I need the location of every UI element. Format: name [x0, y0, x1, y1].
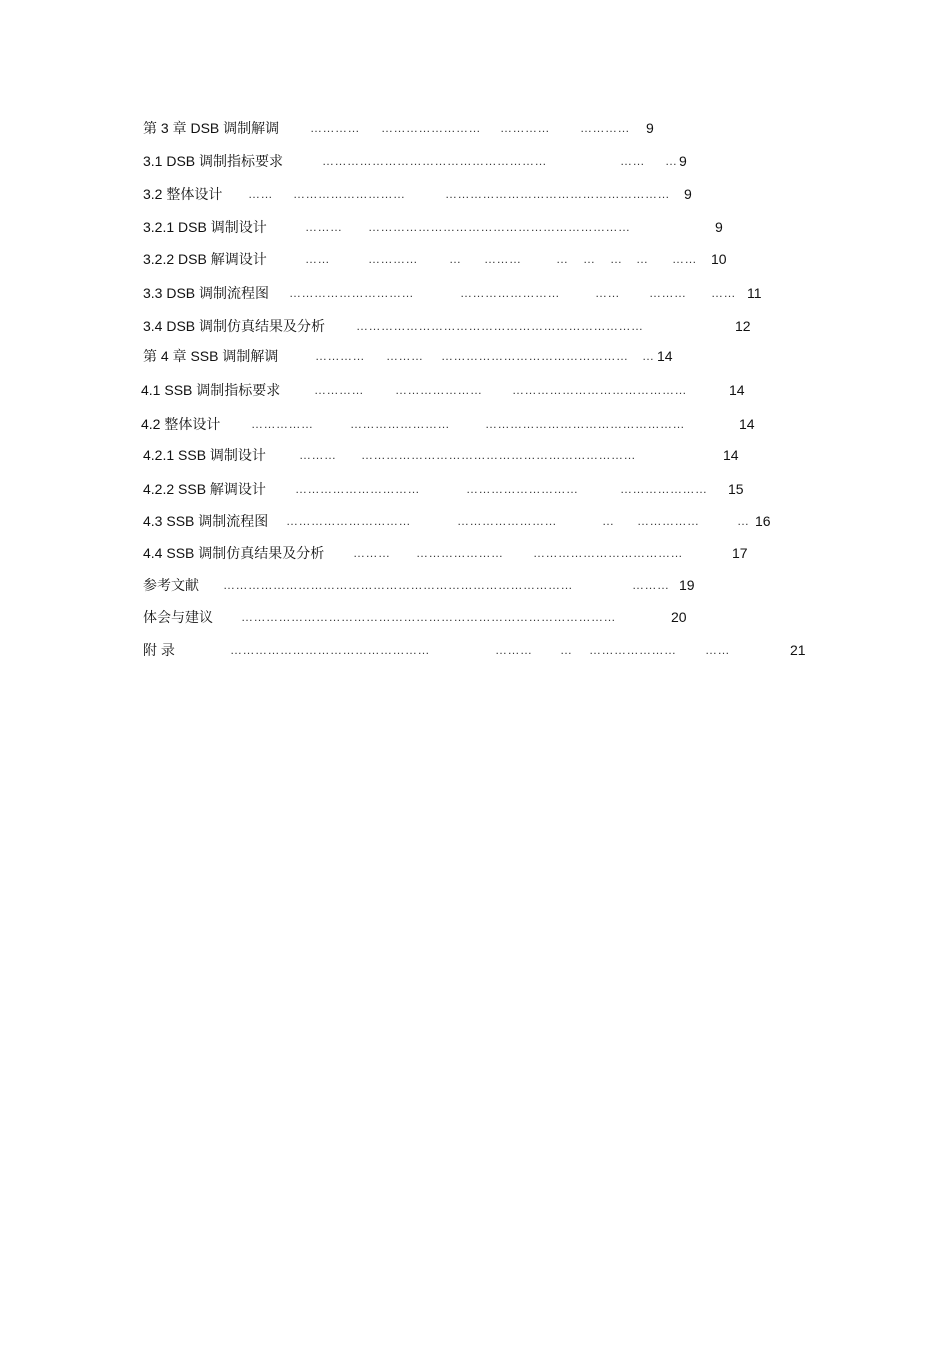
- toc-page-number: 16: [755, 513, 771, 529]
- toc-page-number: 19: [679, 577, 695, 593]
- dot-leader: …………………………………………………………: [361, 448, 636, 462]
- dot-leader: ………………………………: [533, 546, 683, 560]
- dot-leader: …: [665, 154, 678, 168]
- dot-leader: ………: [299, 448, 337, 462]
- toc-page-number: 10: [711, 251, 727, 267]
- dot-leader: ……………………: [460, 286, 560, 300]
- toc-page-number: 9: [679, 153, 687, 169]
- toc-page-number: 14: [739, 416, 755, 432]
- dot-leader: ………: [353, 546, 391, 560]
- toc-entry-title: 4.3 SSB 调制流程图: [143, 513, 269, 529]
- dot-leader: ……: [620, 154, 645, 168]
- dot-leader: …………: [368, 252, 418, 266]
- dot-leader: ………: [305, 220, 343, 234]
- toc-entry[interactable]: [0, 573, 950, 597]
- toc-entry[interactable]: [0, 378, 950, 402]
- dot-leader: …………: [315, 349, 365, 363]
- dot-leader: …: [642, 349, 655, 363]
- toc-entry-title: 3.4 DSB 调制仿真结果及分析: [143, 318, 326, 334]
- dot-leader: ……: [248, 187, 273, 201]
- toc-entry[interactable]: [0, 149, 950, 173]
- dot-leader: …………………………: [295, 482, 420, 496]
- dot-leader: ………………………………………………: [445, 187, 670, 201]
- toc-entry-title: 4.2.2 SSB 解调设计: [143, 481, 266, 497]
- dot-leader: ……: [305, 252, 330, 266]
- toc-entry-title: 4.1 SSB 调制指标要求: [141, 382, 281, 398]
- toc-entry-title: 3.2.2 DSB 解调设计: [143, 251, 267, 267]
- toc-entry[interactable]: [0, 412, 950, 436]
- dot-leader: …………………: [620, 482, 708, 496]
- dot-leader: …: [556, 252, 569, 266]
- dot-leader: …: [737, 514, 750, 528]
- toc-entry-title: 附 录: [143, 642, 175, 658]
- toc-entry-title: 4.4 SSB 调制仿真结果及分析: [143, 545, 325, 561]
- toc-page-number: 14: [723, 447, 739, 463]
- dot-leader: ……: [711, 286, 736, 300]
- toc-entry[interactable]: [0, 605, 950, 629]
- dot-leader: …………………………: [289, 286, 414, 300]
- dot-leader: …………………: [395, 383, 483, 397]
- dot-leader: ………: [649, 286, 687, 300]
- toc-entry[interactable]: [0, 215, 950, 239]
- toc-entry[interactable]: [0, 247, 950, 271]
- toc-entry[interactable]: [0, 281, 950, 305]
- dot-leader: ………………………………………………: [322, 154, 547, 168]
- dot-leader: …………………: [589, 643, 677, 657]
- toc-entry[interactable]: [0, 443, 950, 467]
- dot-leader: …………: [314, 383, 364, 397]
- dot-leader: …: [560, 643, 573, 657]
- dot-leader: ………: [484, 252, 522, 266]
- dot-leader: …………………………………………………………………………: [223, 578, 573, 592]
- toc-page-number: 9: [715, 219, 723, 235]
- toc-entry[interactable]: [0, 344, 950, 368]
- toc-entry-title: 第 4 章 SSB 调制解调: [143, 348, 279, 364]
- toc-entry[interactable]: [0, 314, 950, 338]
- toc-page-number: 17: [732, 545, 748, 561]
- toc-entry-title: 3.2.1 DSB 调制设计: [143, 219, 267, 235]
- toc-entry-title: 4.2 整体设计: [141, 416, 221, 432]
- toc-entry-title: 第 3 章 DSB 调制解调: [143, 120, 280, 136]
- dot-leader: ……………………………………………………………: [356, 319, 644, 333]
- toc-page-number: 15: [728, 481, 744, 497]
- toc-page-number: 20: [671, 609, 687, 625]
- toc-entry-title: 3.2 整体设计: [143, 186, 223, 202]
- dot-leader: ……………: [251, 417, 314, 431]
- dot-leader: …: [583, 252, 596, 266]
- toc-entry-title: 体会与建议: [143, 609, 213, 625]
- toc-page-number: 14: [729, 382, 745, 398]
- dot-leader: ……………………: [381, 121, 481, 135]
- toc-page-number: 9: [684, 186, 692, 202]
- dot-leader: ………: [386, 349, 424, 363]
- dot-leader: ………: [632, 578, 670, 592]
- dot-leader: ……………………: [350, 417, 450, 431]
- toc-page-number: 9: [646, 120, 654, 136]
- toc-entry-title: 参考文献: [143, 577, 199, 593]
- toc-page-number: 14: [657, 348, 673, 364]
- dot-leader: …: [636, 252, 649, 266]
- dot-leader: …………………………………………: [230, 643, 430, 657]
- dot-leader: ……: [705, 643, 730, 657]
- dot-leader: …: [610, 252, 623, 266]
- dot-leader: …………………………: [286, 514, 411, 528]
- toc-entry[interactable]: [0, 116, 950, 140]
- toc-entry-title: 3.1 DSB 调制指标要求: [143, 153, 284, 169]
- toc-page-number: 11: [747, 285, 762, 301]
- toc-entry-title: 4.2.1 SSB 调制设计: [143, 447, 266, 463]
- dot-leader: ……………: [637, 514, 700, 528]
- toc-entry[interactable]: [0, 541, 950, 565]
- dot-leader: ………………………………………………………………………………: [241, 610, 616, 624]
- dot-leader: …………: [500, 121, 550, 135]
- dot-leader: …………: [310, 121, 360, 135]
- toc-page-number: 12: [735, 318, 751, 334]
- toc-entry[interactable]: [0, 477, 950, 501]
- toc-entry[interactable]: [0, 509, 950, 533]
- dot-leader: ………………………: [466, 482, 579, 496]
- dot-leader: …………………………………………: [485, 417, 685, 431]
- dot-leader: ……: [672, 252, 697, 266]
- dot-leader: ……: [595, 286, 620, 300]
- dot-leader: ………………………: [293, 187, 406, 201]
- dot-leader: …………………: [416, 546, 504, 560]
- toc-entry[interactable]: [0, 182, 950, 206]
- dot-leader: …………: [580, 121, 630, 135]
- toc-entry[interactable]: [0, 638, 950, 662]
- dot-leader: ……………………………………: [512, 383, 687, 397]
- dot-leader: ………………………………………………………: [368, 220, 631, 234]
- dot-leader: ………: [495, 643, 533, 657]
- dot-leader: ………………………………………: [441, 349, 629, 363]
- dot-leader: …: [602, 514, 615, 528]
- toc-page-number: 21: [790, 642, 806, 658]
- dot-leader: …: [449, 252, 462, 266]
- toc-entry-title: 3.3 DSB 调制流程图: [143, 285, 270, 301]
- dot-leader: ……………………: [457, 514, 557, 528]
